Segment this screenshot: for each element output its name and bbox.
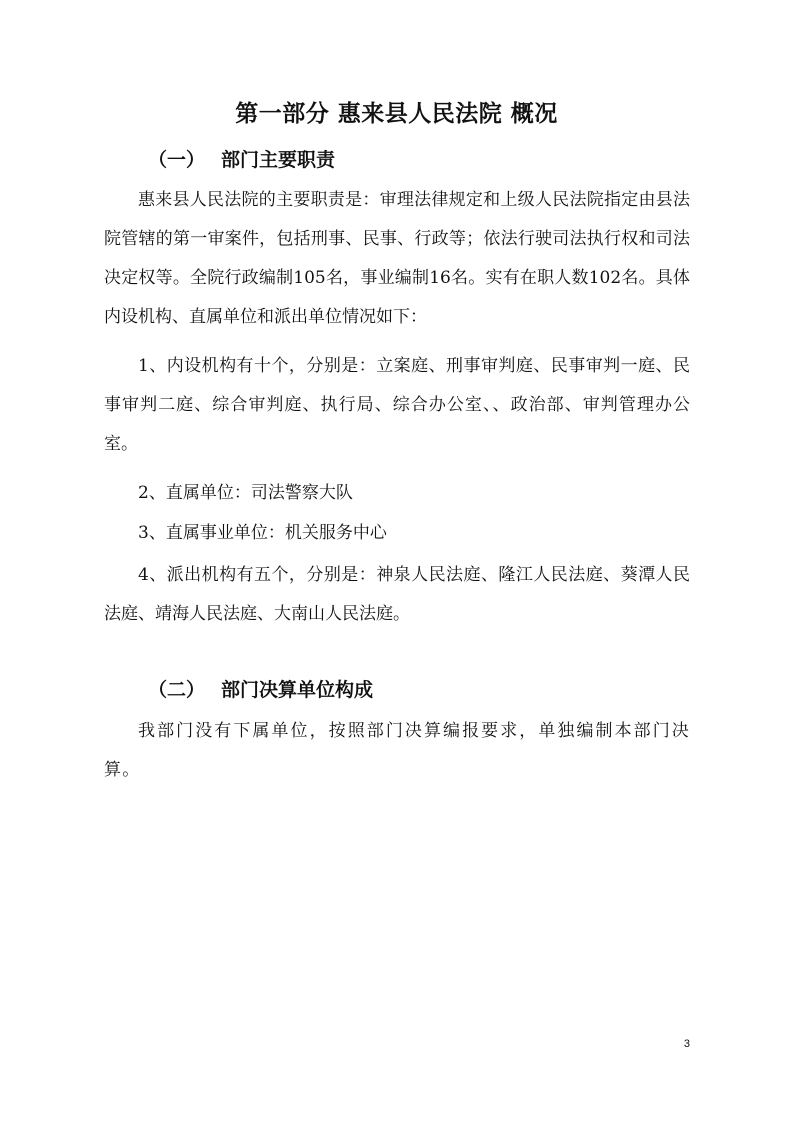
paragraph-direct-public-institutions: 3、直属事业单位：机关服务中心 [138, 523, 387, 543]
section-number: （二） [148, 679, 206, 701]
paragraph-duties-intro: 惠来县人民法院的主要职责是：审理法律规定和上级人民法院指定由县法院管辖的第一审案件，包括刑事、民事、行政等；依法行驶司法执行权和司法决定权等。全院行政编制105名，事业编制16名。实有在职人数102名。具体内设机构、直属单位和派出单位情况如下： [104, 190, 690, 327]
section-number: （一） [148, 149, 206, 171]
section-heading-unit-structure [148, 676, 373, 704]
paragraph-direct-units: 2、直属单位：司法警察大队 [138, 483, 353, 503]
section-heading-text: 部门主要职责 [221, 149, 336, 171]
section-heading-text: 部门决算单位构成 [221, 679, 374, 701]
page-number: 3 [683, 1038, 690, 1050]
paragraph-dispatched-tribunals: 4、派出机构有五个，分别是：神泉人民法庭、隆江人民法庭、葵潭人民法庭、靖海人民法庭、大南山人民法庭。 [104, 565, 690, 624]
paragraph-unit-structure: 我部门没有下属单位，按照部门决算编报要求，单独编制本部门决算。 [104, 721, 690, 780]
paragraph-internal-departments: 1、内设机构有十个，分别是：立案庭、刑事审判庭、民事审判一庭、民事审判二庭、综合审判庭、执行局、综合办公室、、政治部、审判管理办公室。 [104, 356, 690, 454]
section-heading-duties [148, 146, 335, 174]
document-title: 第一部分 惠来县人民法院 概况 [235, 101, 558, 127]
